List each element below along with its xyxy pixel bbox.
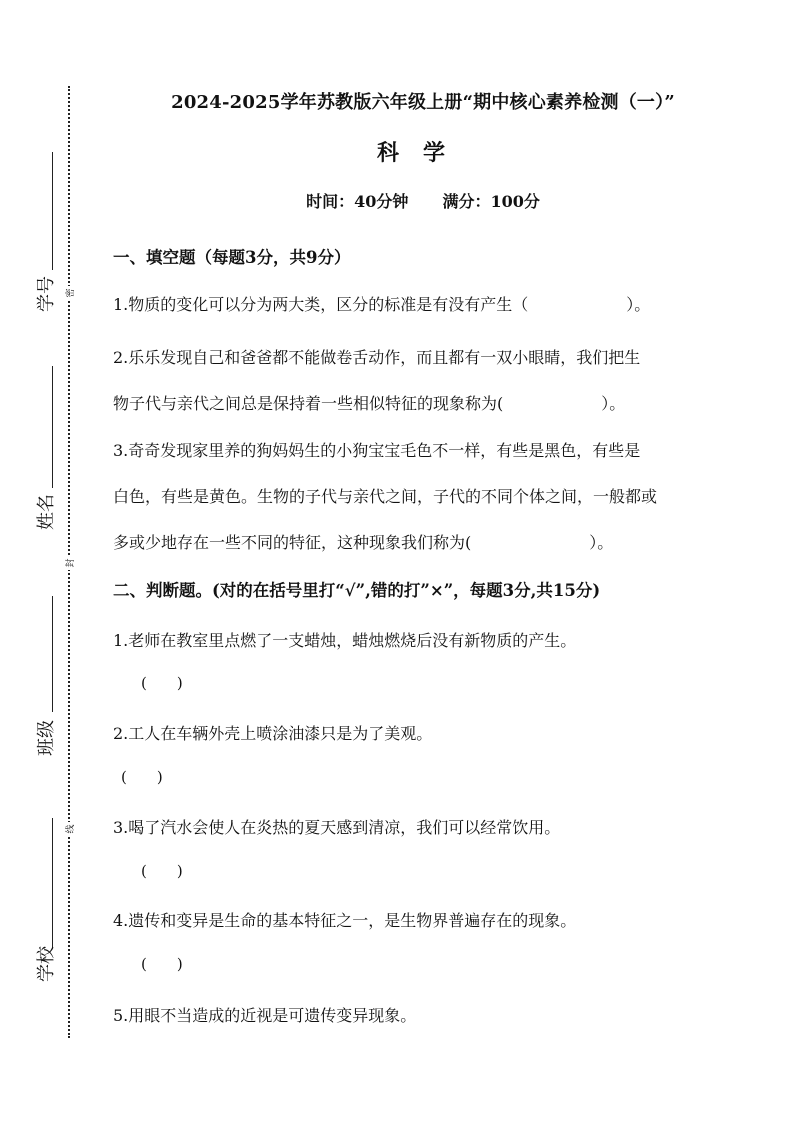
fill-q2-text: 物子代与亲代之间总是保持着一些相似特征的现象称为( xyxy=(113,394,504,413)
fill-q3-end: ）。 xyxy=(589,533,614,552)
fill-q3-line2: 白色，有些是黄色。生物的子代与亲代之间，子代的不同个体之间，一般都或 xyxy=(113,487,658,506)
exam-title: 2024-2025学年苏教版六年级上册“期中核心素养检测（一）” xyxy=(171,92,675,113)
fill-q2-end: ）。 xyxy=(601,394,626,413)
school-line xyxy=(52,818,53,948)
answer-parentheses[interactable]: ( ) xyxy=(141,862,183,880)
name-label: 姓名 xyxy=(36,494,57,530)
name-line xyxy=(52,366,53,488)
fill-q3-text: 多或少地存在一些不同的特征，这种现象我们称为( xyxy=(113,533,472,552)
section-true-false-heading: 二、判断题。(对的在括号里打“√”,错的打”×”，每题3分,共15分) xyxy=(113,581,601,600)
exam-score: 满分：100分 xyxy=(442,192,540,211)
fill-question-3 xyxy=(113,428,725,566)
binding-margin xyxy=(0,0,100,1123)
exam-meta xyxy=(113,189,733,212)
fill-q2-line1: 2.乐乐发现自己和爸爸都不能做卷舌动作，而且都有一双小眼睛，我们把生 xyxy=(113,348,641,367)
seal-mark-mi: 密 xyxy=(64,286,78,300)
judge-question-1: 1.老师在教室里点燃了一支蜡烛，蜡烛燃烧后没有新物质的产生。 xyxy=(113,631,577,650)
answer-parentheses[interactable]: ( ) xyxy=(121,768,163,786)
class-label: 班级 xyxy=(36,720,57,756)
judge-question-2: 2.工人在车辆外壳上喷涂油漆只是为了美观。 xyxy=(113,724,433,743)
class-line xyxy=(52,596,53,712)
fill-question-2 xyxy=(113,335,725,427)
answer-parentheses[interactable]: ( ) xyxy=(141,955,183,973)
fill-q1-text: 1.物质的变化可以分为两大类，区分的标准是有没有产生（ xyxy=(113,295,529,314)
fill-q3-line1: 3.奇奇发现家里养的狗妈妈生的小狗宝宝毛色不一样，有些是黑色，有些是 xyxy=(113,441,641,460)
fill-question-1 xyxy=(113,282,725,328)
judge-question-5: 5.用眼不当造成的近视是可遗传变异现象。 xyxy=(113,1006,417,1025)
judge-question-3: 3.喝了汽水会使人在炎热的夏天感到清凉，我们可以经常饮用。 xyxy=(113,818,561,837)
student-id-line xyxy=(52,152,53,270)
answer-parentheses[interactable]: ( ) xyxy=(141,674,183,692)
school-label: 学校 xyxy=(36,946,57,982)
exam-time: 时间：40分钟 xyxy=(306,192,409,211)
seal-mark-feng: 封 xyxy=(64,556,78,570)
section-fill-blank-heading: 一、填空题（每题3分，共9分） xyxy=(113,248,351,267)
fill-q3-line3 xyxy=(113,520,725,566)
seal-mark-xian: 线 xyxy=(64,822,78,836)
fill-q2-line2 xyxy=(113,381,725,427)
fill-q1-end: ）。 xyxy=(626,295,651,314)
judge-question-4: 4.遗传和变异是生命的基本特征之一，是生物界普遍存在的现象。 xyxy=(113,911,577,930)
student-id-label: 学号 xyxy=(36,276,57,312)
subject-title: 科学 xyxy=(376,140,469,166)
